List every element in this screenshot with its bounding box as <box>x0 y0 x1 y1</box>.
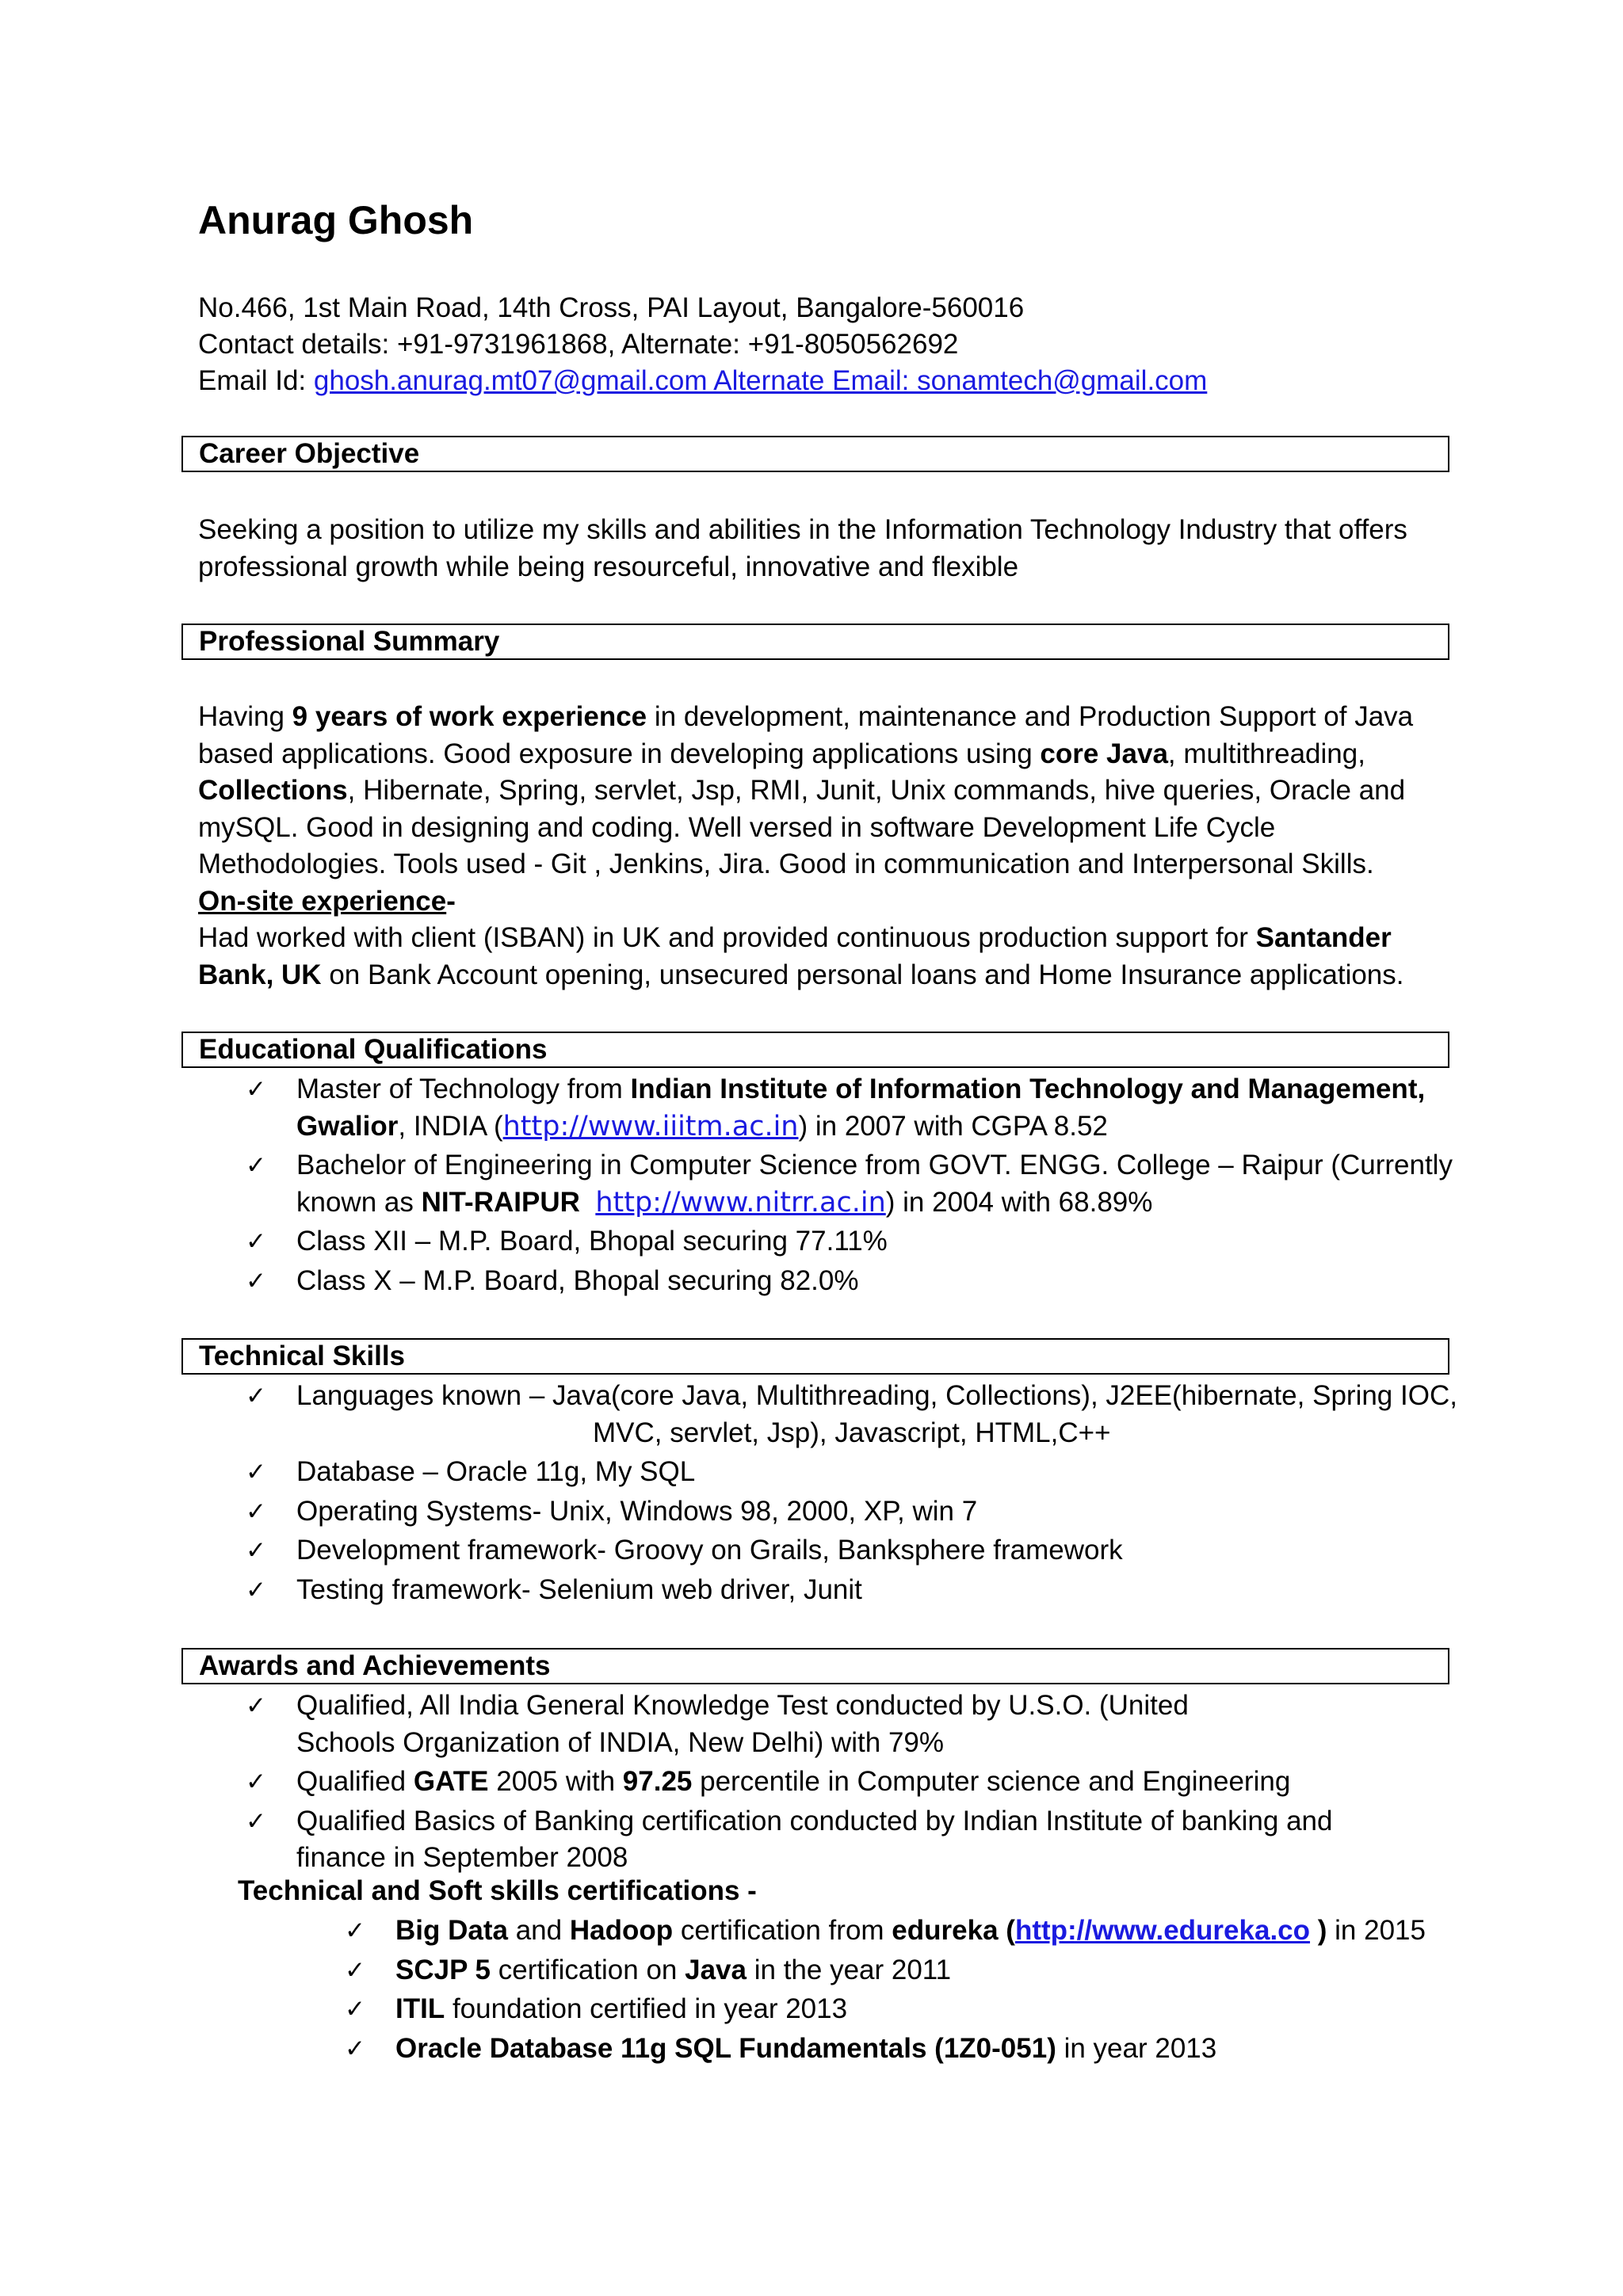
checkmark-icon: ✓ <box>246 1227 266 1256</box>
checkmark-icon: ✓ <box>246 1806 266 1836</box>
list-item: ✓ Qualified, All India General Knowledge Test conducted by U.S.O. (United Schools Organization of INDIA, New Delhi) with 79% <box>238 1688 1268 1761</box>
list-item: ✓ Operating Systems- Unix, Windows 98, 2000, XP, win 7 <box>238 1493 1458 1531</box>
list-item: ✓ Bachelor of Engineering in Computer Science from GOVT. ENGG. College – Raipur (Currently known as NIT-RAIPUR http://www.nitrr.ac.in) in 2004 with 68.89% <box>238 1147 1458 1221</box>
checkmark-icon: ✓ <box>246 1075 266 1104</box>
email-link[interactable]: ghosh.anurag.mt07@gmail.com Alternate Email: sonamtech@gmail.com <box>313 365 1208 396</box>
career-objective-text: Seeking a position to utilize my skills and abilities in the Information Technology Industry that offers professional growth while being resourceful, innovative and flexible <box>198 514 1407 582</box>
certifications-heading: Technical and Soft skills certifications - <box>238 1875 757 1906</box>
checkmark-icon: ✓ <box>246 1151 266 1180</box>
list-item: ✓ SCJP 5 certification on Java in the year 2011 <box>337 1952 1462 1989</box>
section-header-awards: Awards and Achievements <box>181 1648 1449 1684</box>
section-header-technical-skills: Technical Skills <box>181 1338 1449 1375</box>
list-item: ✓ ITIL foundation certified in year 2013 <box>337 1991 1462 2028</box>
checkmark-icon: ✓ <box>345 1995 365 2023</box>
professional-summary <box>198 699 1450 994</box>
checkmark-icon: ✓ <box>246 1691 266 1720</box>
email-label: Email Id: <box>198 365 314 396</box>
list-item: ✓ Oracle Database 11g SQL Fundamentals (1Z0-051) in year 2013 <box>337 2031 1462 2068</box>
checkmark-icon: ✓ <box>246 1266 266 1295</box>
list-item: ✓ Qualified GATE 2005 with 97.25 percentile in Computer science and Engineering <box>238 1764 1517 1801</box>
list-item: ✓ Qualified Basics of Banking certification conducted by Indian Institute of banking and finance in September 2008 <box>238 1803 1430 1877</box>
list-item: ✓ Master of Technology from Indian Institute of Information Technology and Management, Gwalior, INDIA (http://www.iiitm.ac.in) in 2007 with CGPA 8.52 <box>238 1071 1458 1145</box>
checkmark-icon: ✓ <box>246 1497 266 1526</box>
checkmark-icon: ✓ <box>345 1917 365 1945</box>
section-header-career-objective: Career Objective <box>181 436 1449 472</box>
list-item: ✓ Class X – M.P. Board, Bhopal securing 82.0% <box>238 1263 1458 1300</box>
checkmark-icon: ✓ <box>246 1536 266 1565</box>
certifications-list <box>337 1913 1462 2069</box>
checkmark-icon: ✓ <box>246 1768 266 1796</box>
edureka-link[interactable]: http://www.edureka.co <box>1014 1915 1311 1946</box>
summary-paragraph: Having 9 years of work experience in development, maintenance and Production Support of Java based applications. Good exposure in developing applications using core Java, multithreading, Collections, Hibernate, Spring, servlet, Jsp, RMI, Junit, Unix commands, hive queries, Oracle and mySQL. Good in designing and coding. Well versed in software Development Life Cycle Methodologies. Tools used - Git , Jenkins, Jira. Good in communication and Interpersonal Skills. <box>198 701 1414 879</box>
nitrr-link[interactable]: http://www.nitrr.ac.in <box>595 1186 886 1219</box>
awards-list <box>238 1688 1333 1879</box>
list-item: ✓ Big Data and Hadoop certification from edureka (http://www.edureka.co ) in 2015 <box>337 1913 1462 1950</box>
checkmark-icon: ✓ <box>246 1575 266 1604</box>
list-item: ✓ Languages known – Java(core Java, Multithreading, Collections), J2EE(hibernate, Spring IOC, MVC, servlet, Jsp), Javascript, HTML,C++ <box>238 1378 1458 1451</box>
address: No.466, 1st Main Road, 14th Cross, PAI Layout, Bangalore-560016 <box>198 292 1025 323</box>
checkmark-icon: ✓ <box>345 1955 365 1985</box>
list-item: ✓ Class XII – M.P. Board, Bhopal securing 77.11% <box>238 1223 1458 1261</box>
section-header-education: Educational Qualifications <box>181 1032 1449 1068</box>
phone-numbers: Contact details: +91-9731961868, Alternate: +91-8050562692 <box>198 329 959 360</box>
checkmark-icon: ✓ <box>246 1458 266 1486</box>
checkmark-icon: ✓ <box>246 1382 266 1410</box>
onsite-heading: On-site experience- <box>198 885 456 917</box>
checkmark-icon: ✓ <box>345 2034 365 2063</box>
candidate-name: Anurag Ghosh <box>198 198 474 242</box>
technical-skills-list <box>238 1378 1458 1611</box>
education-list <box>238 1071 1458 1302</box>
onsite-paragraph: Had worked with client (ISBAN) in UK and provided continuous production support for Santander Bank, UK on Bank Account opening, unsecured personal loans and Home Insurance applications. <box>198 922 1404 990</box>
iiitm-link[interactable]: http://www.iiitm.ac.in <box>502 1110 799 1142</box>
list-item: ✓ Testing framework- Selenium web driver, Junit <box>238 1572 1458 1609</box>
email-line <box>198 363 1207 399</box>
section-header-professional-summary: Professional Summary <box>181 624 1449 660</box>
list-item: ✓ Database – Oracle 11g, My SQL <box>238 1454 1458 1491</box>
list-item: ✓ Development framework- Groovy on Grails, Banksphere framework <box>238 1532 1458 1569</box>
